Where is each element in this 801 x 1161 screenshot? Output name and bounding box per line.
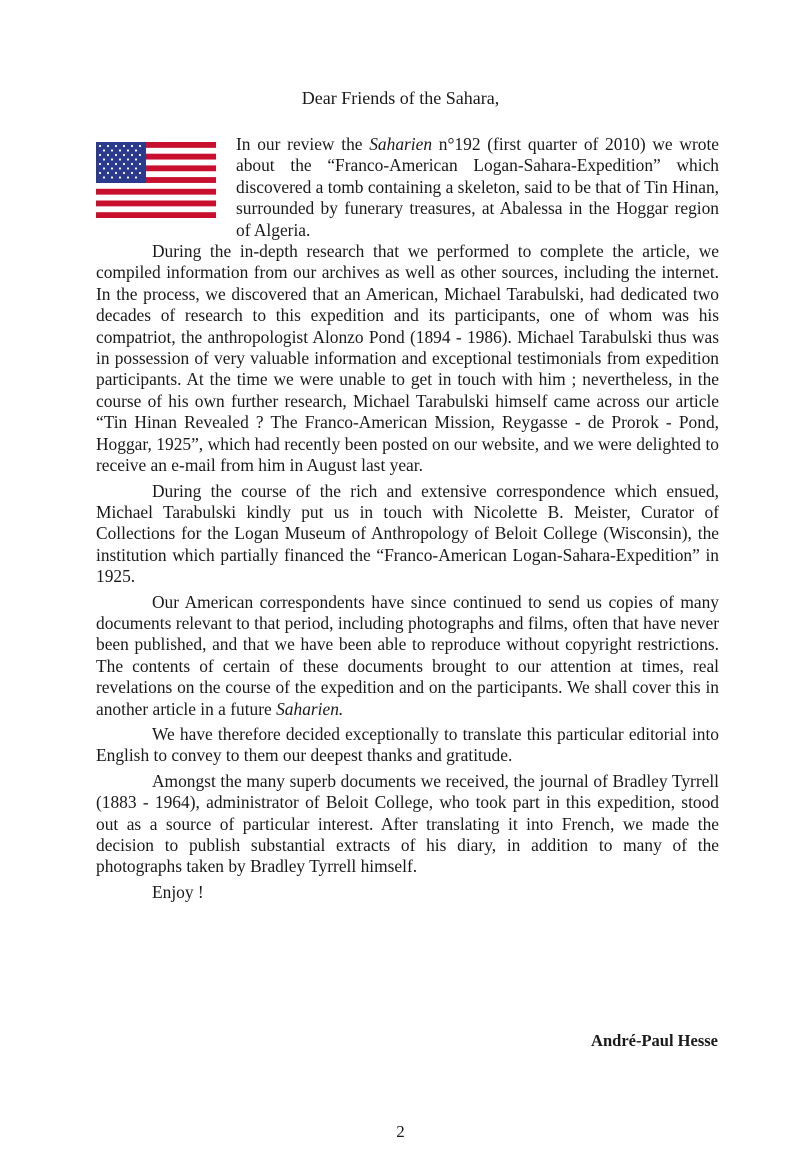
paragraph-5: We have therefore decided exceptionally to translate this particular editorial into English to convey to them our deepest thanks and gratitude. [96,723,719,766]
paragraph-4 [96,592,719,720]
closing-enjoy: Enjoy ! [152,881,204,902]
paragraph-6: Amongst the many superb documents we received, the journal of Bradley Tyrrell (1883 - 1964), administrator of Beloit College, who took part in this expedition, stood out as a source of particular interest. After translating it into French, we made the decision to publish substantial extracts of his diary, in addition to many of the photographs taken by Bradley Tyrrell himself. [96,770,719,877]
paragraph-1-text-b: n°192 (first quarter of 2010) we wrote about the “Franco-American Logan-Sahara-Expedition” which discovered a tomb containing a skeleton, said to be that of Tin Hinan, surrounded by funerary treasures, at Abalessa in the Hoggar region of Algeria. [236,134,719,240]
paragraph-1 [96,134,719,241]
author-signature: André-Paul Hesse [591,1031,718,1050]
paragraph-3: During the course of the rich and extensive correspondence which ensued, Michael Tarabulski kindly put us in touch with Nicolette B. Meister, Curator of Collections for the Logan Museum of Anthropology of Beloit College (Wisconsin), the institution which partially financed the “Franco-American Logan-Sahara-Expedition” in 1925. [96,480,719,587]
editorial-body [96,134,719,903]
paragraph-2: During the in-depth research that we performed to complete the article, we compiled information from our archives as well as other sources, including the internet. In the process, we discovered that an American, Michael Tarabulski, had dedicated two decades of research to this expedition and its participants, one of whom was his compatriot, the anthropologist Alonzo Pond (1894 - 1986). Michael Tarabulski thus was in possession of very valuable information and exceptional testimonials from expedition participants. At the time we were unable to get in touch with him ; nevertheless, in the course of his own further research, Michael Tarabulski himself came across our article “Tin Hinan Revealed ? The Franco-American Mission, Reygasse - de Prorok - Pond, Hoggar, 1925”, which had recently been posted on our website, and we were delighted to receive an e-mail from him in August last year. [96,241,719,476]
paragraph-4-text: Our American correspondents have since continued to send us copies of many documents relevant to that period, including photographs and films, often that have never been published, and that we have been able to reproduce without copyright restrictions. The contents of certain of these documents brought to our attention at times, real revelations on the course of the expedition and on the participants. We shall cover this in another article in a future [96,591,719,719]
page-number: 2 [396,1122,405,1141]
salutation: Dear Friends of the Sahara, [301,88,500,108]
saharien-title-2: Saharien. [276,698,344,719]
paragraph-1-text-a: In our review the [236,134,370,154]
saharien-title: Saharien [369,134,433,154]
